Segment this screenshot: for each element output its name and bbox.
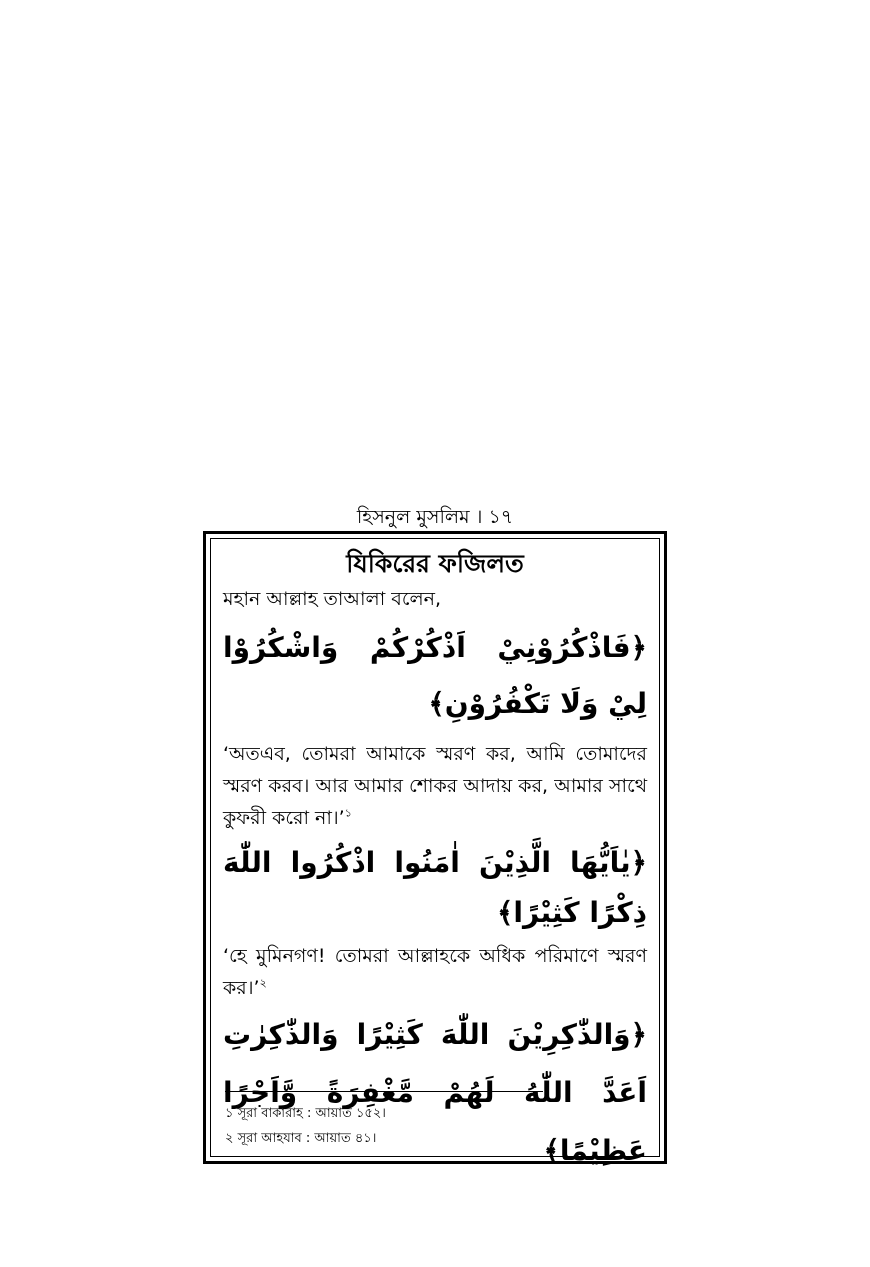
translation-1 [223,738,647,834]
intro-line: মহান আল্লাহ তাআলা বলেন, [223,588,442,610]
content-area [223,539,647,1180]
footnote-2: ২ সূরা আহযাব : আয়াত ৪১। [225,1131,377,1146]
footnote-ref-2: ২ [259,976,267,990]
arabic-verse-1: ﴿فَاذْكُرُوْنِيْ اَذْكُرْكُمْ وَاشْكُرُوْا لِيْ وَلَا تَكْفُرُوْنِ﴾ [223,631,647,720]
translation-1-text: ‘অতএব, তোমরা আমাকে স্মরণ কর, আমি তোমাদের স্মরণ করব। আর আমার শোকর আদায় কর, আমার সাথে কুফরী করো না।’ [223,743,647,829]
page-frame [203,531,667,1167]
translation-2-text: ‘হে মুমিনগণ! তোমরা আল্লাহকে অধিক পরিমাণে স্মরণ কর।’ [223,945,647,999]
running-header: হিসনুল মুসলিম । ১৭ [356,506,514,528]
footnotes [225,1101,386,1151]
footnote-divider [225,1091,543,1092]
translation-2 [223,940,647,1004]
arabic-verse-2: ﴿يٰاَيُّهَا الَّذِيْنَ اٰمَنُوا اذْكُرُوا اللّٰهَ ذِكْرًا كَثِيْرًا﴾ [223,846,647,929]
footnote-1: ১ সূরা বাকারাহ : আয়াত ১৫২। [225,1106,386,1121]
section-title: যিকিরের ফজিলত [346,549,524,578]
arabic-verse-3: ﴿وَالذّٰكِرِيْنَ اللّٰهَ كَثِيْرًا وَالذّٰكِرٰتِ اَعَدَّ اللّٰهُ لَهُمْ مَّغْفِرَةً وَّاَجْرًا عَظِيْمًا﴾ [223,1018,647,1167]
page-frame-inner [210,538,660,1167]
footnote-ref-1: ১ [344,806,352,820]
